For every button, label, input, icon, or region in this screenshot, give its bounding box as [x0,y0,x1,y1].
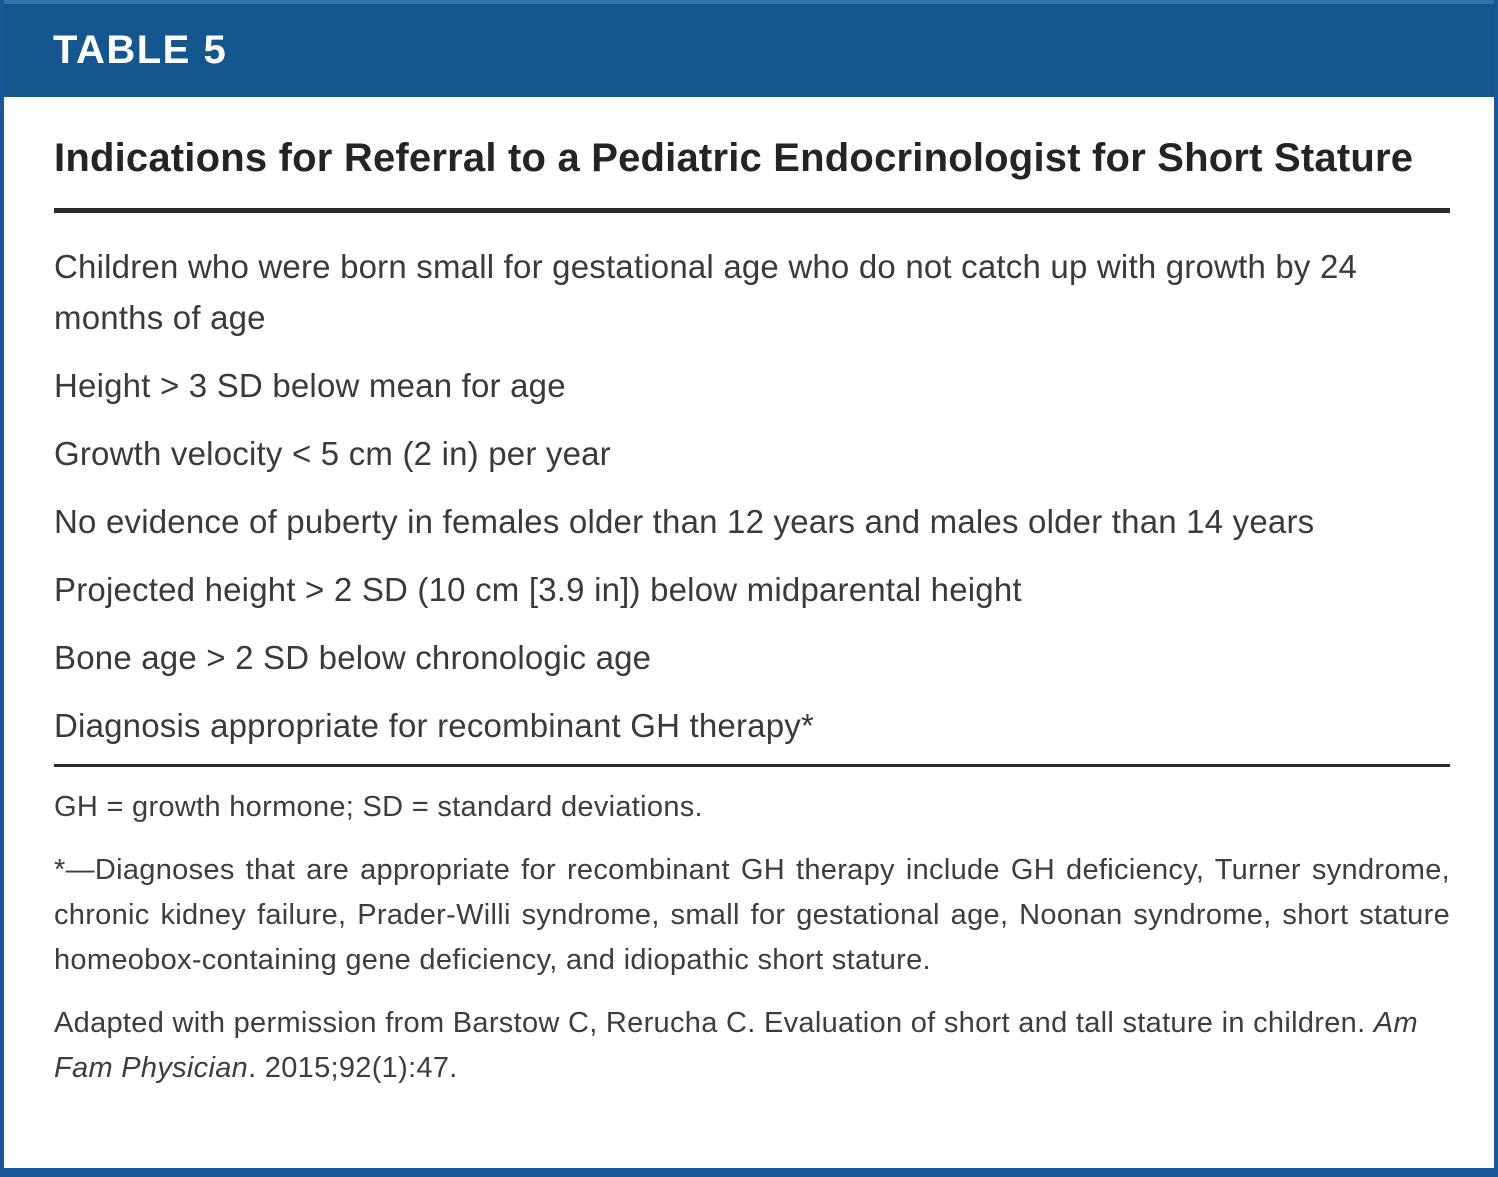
indication-row-height-3sd: Height > 3 SD below mean for age [54,367,566,404]
footnote-abbreviations: GH = growth hormone; SD = standard deviations. [54,791,703,823]
indication-row-no-puberty: No evidence of puberty in females older than 12 years and males older than 14 years [54,503,1315,540]
footnote-attribution [54,1001,1450,1091]
indication-row-bone-age: Bone age > 2 SD below chronologic age [54,639,652,676]
attribution-journal-name: Am Fam Physician [54,1007,1418,1084]
indication-row-projected-height: Projected height > 2 SD (10 cm [3.9 in]) below midparental height [54,571,1022,608]
title-divider-rule [54,208,1450,213]
attribution-text-prefix: Adapted with permission from Barstow C, Rerucha C. Evaluation of short and tall stature in children. [54,1007,1374,1039]
indication-row-sga-catchup: Children who were born small for gestational age who do not catch up with growth by 24 months of age [54,248,1358,336]
table-title: Indications for Referral to a Pediatric Endocrinologist for Short Stature [54,136,1414,180]
footnote-divider-rule [54,764,1450,767]
table-number-label: TABLE 5 [53,28,228,72]
attribution-text-suffix: . 2015;92(1):47. [248,1052,458,1084]
footnote-asterisk-note: *—Diagnoses that are appropriate for recombinant GH therapy include GH deficiency, Turner syndrome, chronic kidney failure, Prader-Willi syndrome, small for gestational age, Noonan syndrome, short stature homeobox-containing gene deficiency, and idiopathic short stature. [54,854,1450,976]
table-banner [4,0,1494,97]
footnotes-section [54,785,1450,1091]
indication-row-gh-therapy: Diagnosis appropriate for recombinant GH therapy* [54,707,815,744]
indication-row-growth-velocity: Growth velocity < 5 cm (2 in) per year [54,435,611,472]
indication-list [54,241,1450,751]
table-content [4,130,1494,1091]
